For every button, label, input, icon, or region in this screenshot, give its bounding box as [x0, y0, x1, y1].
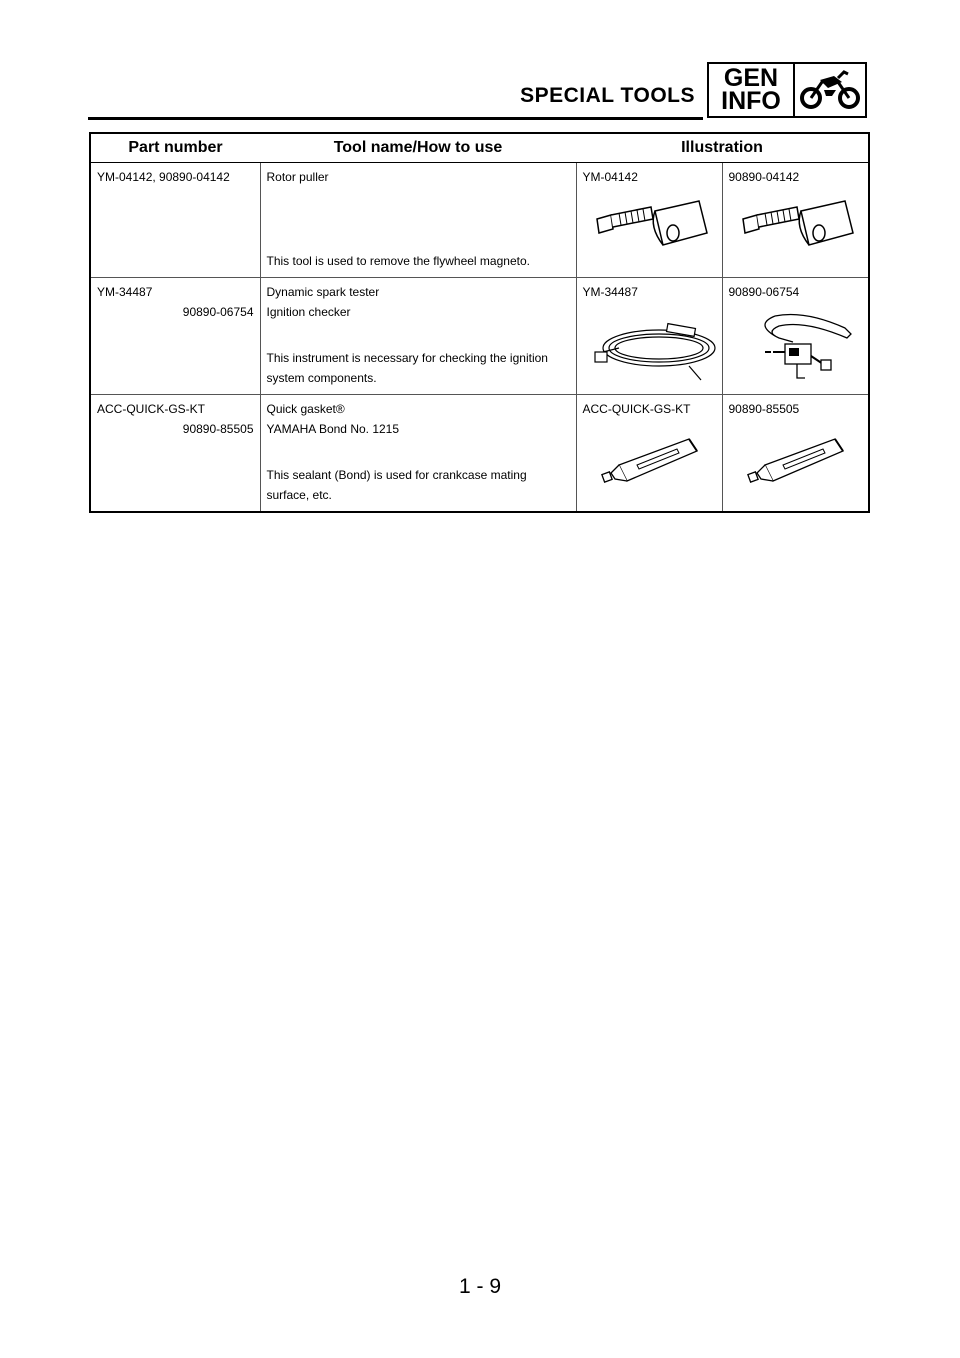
header-illustration: Illustration: [576, 133, 869, 163]
tool-description: This sealant (Bond) is used for crankcase mating surface, etc.: [266, 468, 527, 502]
badge-line-gen: GEN: [723, 64, 779, 92]
table-row: [90, 395, 869, 513]
tool-name-cell: [260, 163, 576, 278]
rotor-puller-illustration: [735, 193, 860, 255]
tool-name-cell: [260, 395, 576, 513]
illustration-label: 90890-04142: [728, 170, 800, 184]
tool-name-cell: [260, 278, 576, 395]
part-number: YM-34487: [97, 285, 153, 299]
tool-description: This instrument is necessary for checking the ignition system components.: [266, 351, 548, 385]
special-tools-table: [89, 132, 870, 513]
tool-description: This tool is used to remove the flywheel magneto.: [266, 254, 530, 268]
illustration-label: YM-04142: [582, 170, 638, 184]
motorcycle-icon: [795, 64, 865, 116]
part-number-cell: [90, 395, 260, 513]
page-number: 1 - 9: [458, 1275, 502, 1298]
header-rule: [88, 117, 703, 120]
part-number-alt: 90890-85505: [182, 422, 254, 436]
ignition-checker-illustration: [735, 308, 863, 386]
table-row: [90, 163, 869, 278]
illustration-cell: [722, 278, 869, 395]
tool-name-alt: Ignition checker: [266, 305, 351, 319]
header-part-number: Part number: [90, 133, 260, 163]
tool-name: Dynamic spark tester: [266, 285, 380, 299]
illustration-label: YM-34487: [582, 285, 638, 299]
badge-text: [709, 64, 795, 116]
part-number-cell: [90, 163, 260, 278]
illustration-cell: [576, 395, 722, 513]
illustration-cell: [722, 395, 869, 513]
header-tool-name: Tool name/How to use: [260, 133, 576, 163]
section-title: SPECIAL TOOLS: [520, 84, 695, 107]
section-badge: [707, 62, 867, 118]
spark-tester-illustration: [589, 308, 717, 386]
illustration-cell: [722, 163, 869, 278]
illustration-label: 90890-06754: [728, 285, 800, 299]
part-number: YM-04142, 90890-04142: [97, 170, 230, 184]
illustration-label: 90890-85505: [728, 402, 800, 416]
table-row: [90, 278, 869, 395]
part-number: ACC-QUICK-GS-KT: [97, 402, 205, 416]
part-number-alt: 90890-06754: [182, 305, 254, 319]
tool-name-alt: YAMAHA Bond No. 1215: [266, 422, 400, 436]
sealant-tube-illustration: [589, 425, 714, 491]
illustration-cell: [576, 163, 722, 278]
illustration-cell: [576, 278, 722, 395]
rotor-puller-illustration: [589, 193, 714, 255]
tool-name: Rotor puller: [266, 170, 329, 184]
badge-line-info: INFO: [721, 87, 781, 115]
illustration-label: ACC-QUICK-GS-KT: [582, 402, 691, 416]
table-header-row: [90, 133, 869, 163]
sealant-tube-illustration: [735, 425, 860, 491]
tool-name: Quick gasket®: [266, 402, 345, 416]
part-number-cell: [90, 278, 260, 395]
